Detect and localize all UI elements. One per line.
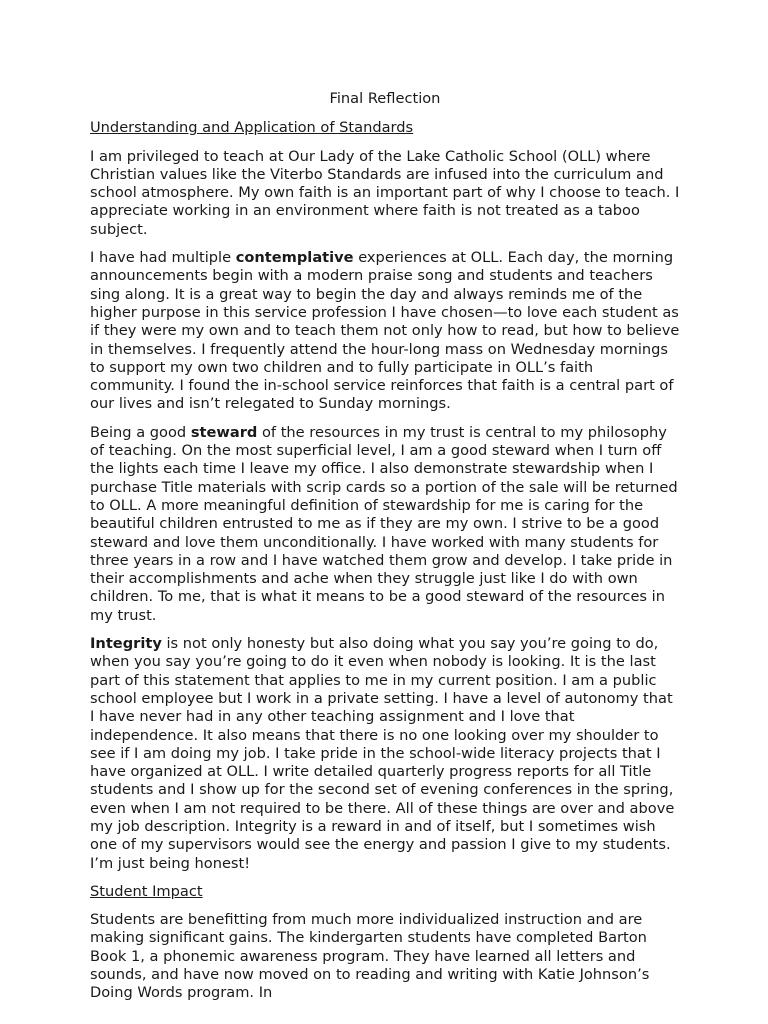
- bold-term-steward: steward: [190, 423, 258, 441]
- paragraph-text: Being a good: [90, 423, 191, 441]
- paragraph-privileged: I am privileged to teach at Our Lady of the Lake Catholic School (OLL) where Christian values like the Viterbo Standards are infused into the curriculum and school atmosphere. My own faith is an important part of why I choose to teach. I appreciate working in an environment where faith is not treated as a taboo subject.: [90, 147, 680, 238]
- bold-term-contemplative: contemplative: [235, 249, 354, 267]
- paragraph-student-impact: Students are benefitting from much more individualized instruction and are making significant gains. The kindergarten students have completed Barton Book 1, a phonemic awareness program. They have learned all letters and sounds, and have now moved on to reading and writing with Katie Johnson’s Doing Words program. In: [90, 911, 650, 1002]
- document-body: [90, 90, 680, 1013]
- bold-term-integrity: Integrity: [90, 635, 162, 653]
- paragraph-text: is not only honesty but also doing what you say you’re going to do, when you say you’re going to do it even when nobody is looking. It is the last part of this statement that applies to me in my current position. I am a public school employee but I work in a private setting. I have a level of autonomy that I have never had in any other teaching assignment and I love that independence. It also means that there is no one looking over my shoulder to see if I am doing my job. I take pride in the school-wide literacy projects that I have organized at OLL. I write detailed quarterly progress reports for all Title students and I show up for the second set of evening conferences in the spring, even when I am not required to be there. All of these things are over and above my job description. Integrity is a reward in and of itself, but I sometimes wish one of my supervisors would see the energy and passion I give to my students. I’m just being honest!: [90, 635, 675, 872]
- section-heading-standards: Understanding and Application of Standards: [90, 119, 414, 137]
- section-heading-student-impact: Student Impact: [90, 882, 203, 900]
- document-title: Final Reflection: [329, 90, 441, 107]
- paragraph-text: experiences at OLL. Each day, the morning announcements begin with a modern praise song and students and teachers sing along. It is a great way to begin the day and always reminds me of the higher purpose in this service profession I have chosen—to love each student as if they were my own and to teach them not only how to read, but how to believe in themselves. I frequently attend the hour-long mass on Wednesday mornings to support my own two children and to fully participate in OLL’s faith community. I found the in-school service reinforces that faith is a central part of our lives and isn’t relegated to Sunday mornings.: [90, 249, 680, 413]
- paragraph-text: of the resources in my trust is central to my philosophy of teaching. On the most superficial level, I am a good steward when I turn off the lights each time I leave my office. I also demonstrate stewardship when I purchase Title materials with scrip cards so a portion of the sale will be returned to OLL. A more meaningful definition of stewardship for me is caring for the beautiful children entrusted to me as if they are my own. I strive to be a good steward and love them unconditionally. I have worked with many students for three years in a row and I have watched them grow and develop. I take pride in their accomplishments and ache when they struggle just like I do with own children. To me, that is what it means to be a good steward of the resources in my trust.: [90, 423, 678, 624]
- paragraph-integrity: [90, 635, 680, 873]
- paragraph-steward: [90, 424, 680, 625]
- paragraph-contemplative: [90, 249, 680, 414]
- paragraph-text: I have had multiple: [90, 249, 236, 267]
